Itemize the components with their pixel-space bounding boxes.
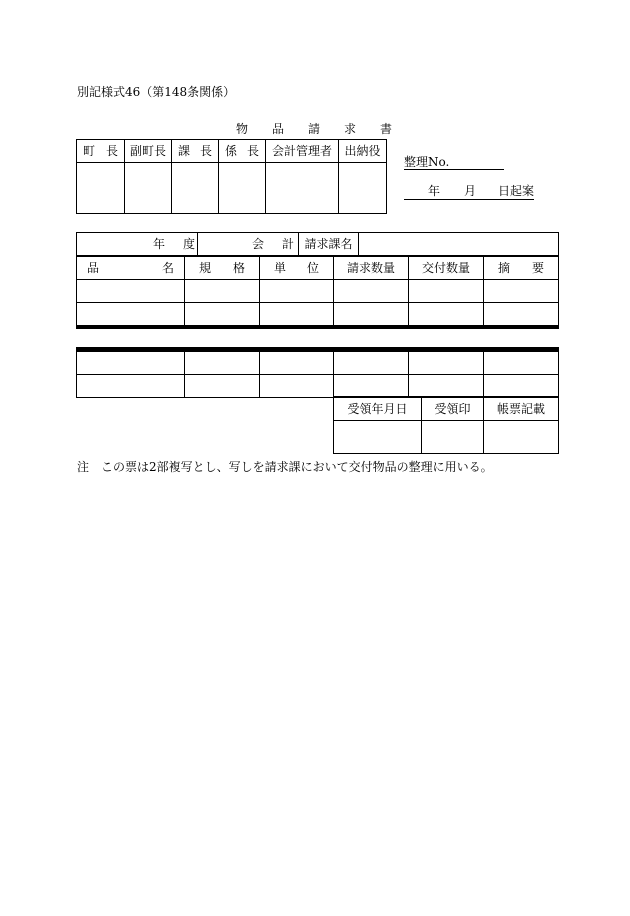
item-cell[interactable]: [185, 303, 260, 326]
col-header-unit: 単 位: [260, 257, 334, 280]
receipt-stamp-cell[interactable]: [422, 421, 484, 454]
receipt-stamp-header: 受領印: [422, 397, 484, 421]
item-cell[interactable]: [77, 280, 185, 303]
seiri-number-label: 整理No.: [404, 155, 450, 169]
draft-year-label: 年: [428, 184, 441, 198]
item-cell[interactable]: [260, 280, 334, 303]
approval-header-section-chief: 課 長: [172, 140, 219, 163]
request-meta-table: [76, 232, 559, 256]
account-label-b: 計: [281, 237, 294, 251]
stamp-cell[interactable]: [172, 163, 219, 214]
table-row: [77, 375, 559, 398]
stamp-cell[interactable]: [125, 163, 172, 214]
footnote: 注 この票は2部複写とし、写しを請求課において交付物品の整理に用いる。: [77, 460, 493, 474]
items-table-upper: [76, 256, 559, 326]
item-cell[interactable]: [409, 303, 484, 326]
item-cell[interactable]: [77, 303, 185, 326]
requesting-section-label: 請求課名: [299, 233, 359, 256]
item-cell[interactable]: [334, 280, 409, 303]
meta-row: [77, 233, 559, 256]
fiscal-year-label-a: 年: [153, 237, 166, 251]
item-cell[interactable]: [260, 352, 334, 375]
title-char: 請: [307, 122, 320, 136]
col-header-remarks: 摘 要: [484, 257, 559, 280]
approval-header-town-mayor: 町 長: [77, 140, 125, 163]
item-cell[interactable]: [484, 375, 559, 398]
approval-header-subsection-chief: 係 長: [219, 140, 266, 163]
form-reference: 別記様式46（第148条関係）: [77, 85, 236, 99]
title-char: 書: [379, 122, 392, 136]
col-header-issued-qty: 交付数量: [409, 257, 484, 280]
title-char: 品: [271, 122, 284, 136]
item-cell[interactable]: [334, 352, 409, 375]
table-row: [77, 352, 559, 375]
item-cell[interactable]: [409, 375, 484, 398]
receipt-table: [333, 396, 559, 454]
seiri-number-field[interactable]: [404, 155, 504, 170]
items-header-row: [77, 257, 559, 280]
item-cell[interactable]: [409, 352, 484, 375]
item-cell[interactable]: [185, 280, 260, 303]
item-cell[interactable]: [77, 375, 185, 398]
title-char: 物: [236, 122, 249, 136]
item-cell[interactable]: [409, 280, 484, 303]
account-label-a: 会: [251, 237, 264, 251]
item-cell[interactable]: [484, 352, 559, 375]
approval-stamp-table: [76, 139, 387, 214]
col-header-spec: 規 格: [185, 257, 260, 280]
table-row: [77, 303, 559, 326]
ledger-entry-cell[interactable]: [484, 421, 559, 454]
item-cell[interactable]: [334, 303, 409, 326]
approval-header-cashier: 出納役: [339, 140, 387, 163]
title-char: 求: [343, 122, 356, 136]
fiscal-year-field[interactable]: [77, 233, 198, 256]
stamp-cell[interactable]: [266, 163, 339, 214]
item-cell[interactable]: [334, 375, 409, 398]
approval-header-deputy-mayor: 副町長: [125, 140, 172, 163]
fiscal-year-label-b: 度: [183, 237, 196, 251]
section-break-line-top: [76, 325, 559, 329]
item-cell[interactable]: [484, 303, 559, 326]
receipt-date-header: 受領年月日: [334, 397, 422, 421]
item-cell[interactable]: [260, 303, 334, 326]
stamp-cell[interactable]: [339, 163, 387, 214]
stamp-cell[interactable]: [77, 163, 125, 214]
item-cell[interactable]: [185, 352, 260, 375]
draft-date-field[interactable]: [404, 184, 534, 200]
col-header-item-name: 品 名: [77, 257, 185, 280]
receipt-header-row: [334, 397, 559, 421]
account-field[interactable]: [198, 233, 299, 256]
receipt-date-cell[interactable]: [334, 421, 422, 454]
draft-day-label: 日起案: [498, 184, 535, 198]
item-cell[interactable]: [484, 280, 559, 303]
seiri-number-underline: [404, 169, 504, 170]
approval-header-row: [77, 140, 387, 163]
stamp-cell[interactable]: [219, 163, 266, 214]
table-row: [77, 280, 559, 303]
approval-stamp-row: [77, 163, 387, 214]
items-table-lower: [76, 351, 559, 398]
draft-month-label: 月: [464, 184, 477, 198]
col-header-request-qty: 請求数量: [334, 257, 409, 280]
item-cell[interactable]: [185, 375, 260, 398]
approval-header-accounting-manager: 会計管理者: [266, 140, 339, 163]
document-title: [236, 122, 392, 136]
item-cell[interactable]: [77, 352, 185, 375]
requesting-section-value[interactable]: [359, 233, 559, 256]
ledger-entry-header: 帳票記載: [484, 397, 559, 421]
draft-date-underline: [404, 199, 534, 200]
item-cell[interactable]: [260, 375, 334, 398]
receipt-value-row: [334, 421, 559, 454]
